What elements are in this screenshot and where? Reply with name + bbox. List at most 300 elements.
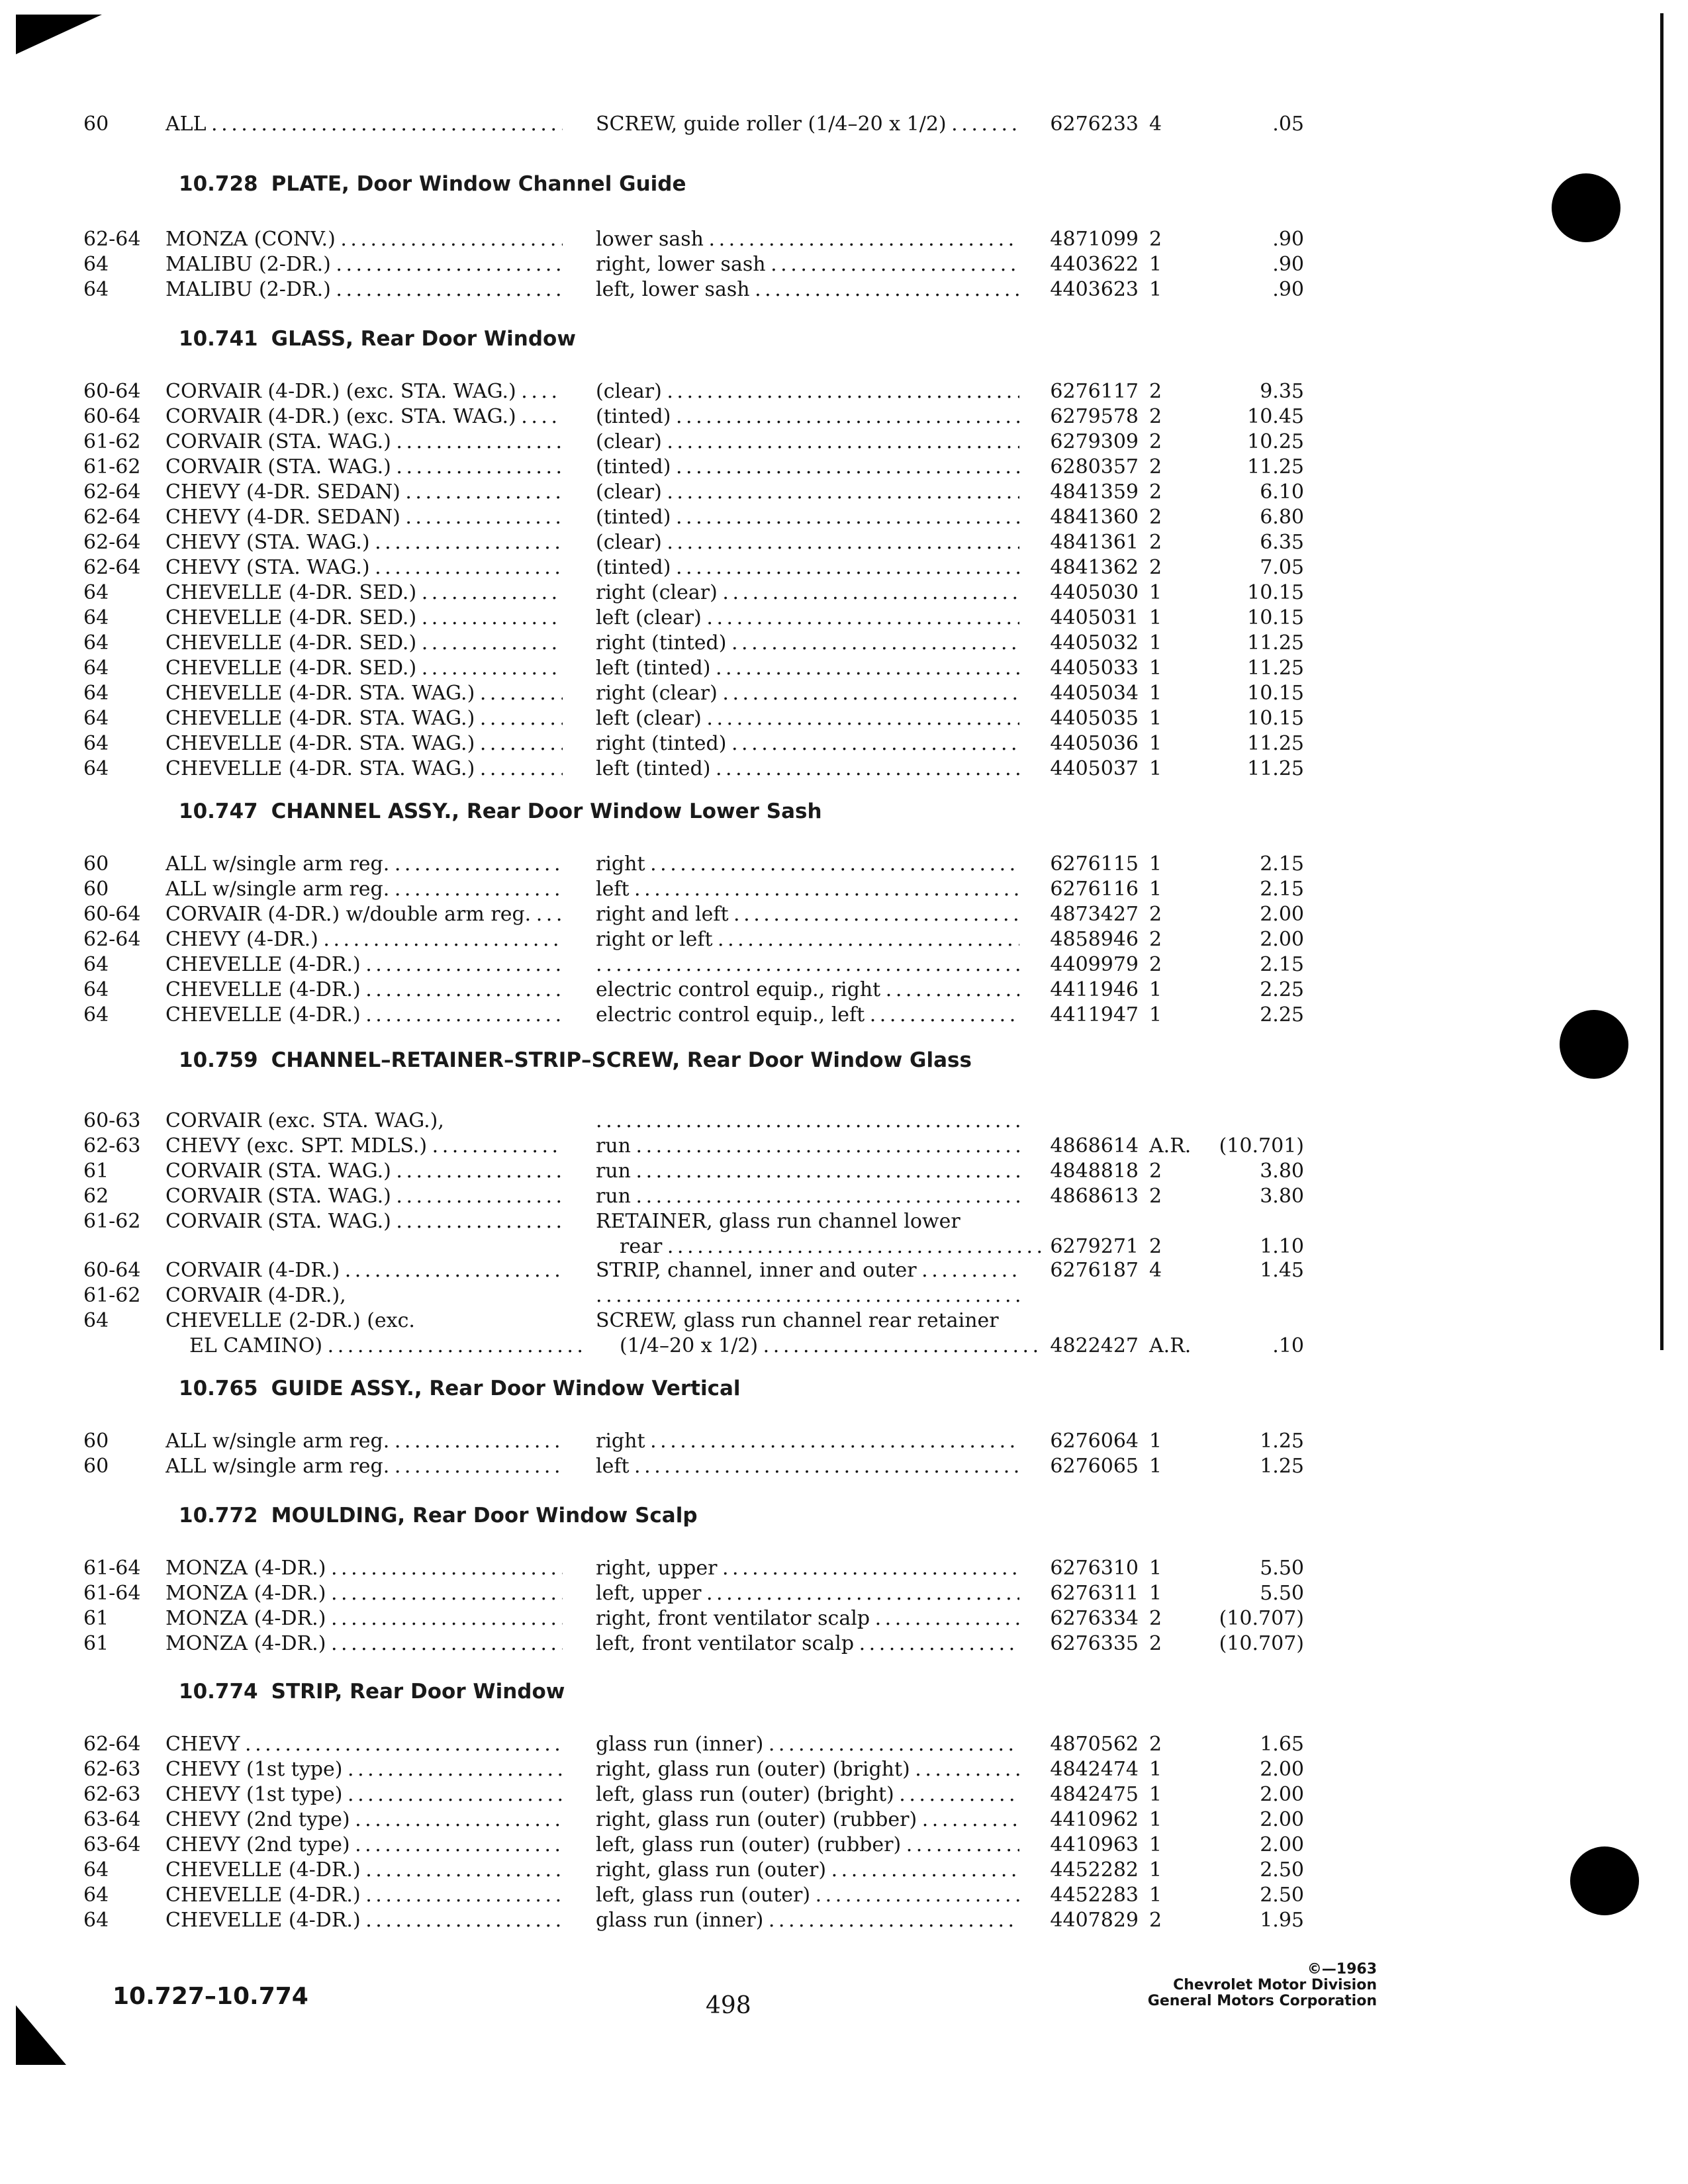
- row-price: 3.80: [1260, 1185, 1304, 1208]
- table-row: [0, 379, 1688, 405]
- row-quantity: 2: [1149, 953, 1162, 976]
- table-row: [0, 1882, 1688, 1909]
- row-years: 64: [83, 682, 109, 705]
- row-model: CHEVELLE (4-DR. SED.) . . .: [165, 580, 563, 606]
- row-years: 61-62: [83, 1284, 141, 1307]
- row-model: CHEVELLE (4-DR.) . . .: [165, 1002, 563, 1028]
- table-row: [0, 1832, 1688, 1858]
- row-years: 61: [83, 1607, 109, 1630]
- table-row: [0, 1731, 1688, 1758]
- row-description: rear . . .: [596, 1234, 1043, 1260]
- row-price: 11.25: [1247, 757, 1304, 780]
- table-row: [0, 226, 1688, 253]
- row-description: right (tinted) . . .: [596, 731, 1019, 757]
- section-title: CHANNEL–RETAINER–STRIP–SCREW, Rear Door Window Glass: [271, 1048, 972, 1072]
- row-model: CHEVELLE (2-DR.) (exc.: [165, 1309, 415, 1332]
- table-row: [0, 1555, 1688, 1582]
- row-model: CORVAIR (STA. WAG.) . . .: [165, 454, 563, 480]
- row-part-number: 4868614: [1050, 1134, 1139, 1158]
- row-years: 64: [83, 1858, 109, 1882]
- row-price: 1.45: [1260, 1259, 1304, 1282]
- table-row: [0, 952, 1688, 978]
- row-model: CHEVELLE (4-DR. STA. WAG.) . . .: [165, 756, 563, 782]
- row-price: 2.00: [1260, 1808, 1304, 1831]
- row-part-number: 6276187: [1050, 1259, 1139, 1282]
- row-years: 63-64: [83, 1808, 141, 1831]
- row-part-number: 4409979: [1050, 953, 1139, 976]
- table-row: [0, 1807, 1688, 1833]
- table-row: [0, 705, 1688, 732]
- row-years: 62-63: [83, 1758, 141, 1781]
- row-description: left . . .: [596, 1453, 1019, 1480]
- row-years: 64: [83, 631, 109, 655]
- table-row: [0, 1756, 1688, 1783]
- row-price: 2.00: [1260, 928, 1304, 951]
- row-model: CORVAIR (4-DR.) . . .: [165, 1257, 563, 1284]
- row-quantity: 1: [1149, 1582, 1162, 1605]
- row-quantity: 2: [1149, 903, 1162, 926]
- row-years: 64: [83, 757, 109, 780]
- row-quantity: 1: [1149, 253, 1162, 276]
- row-quantity: 1: [1149, 1430, 1162, 1453]
- row-part-number: 4452283: [1050, 1884, 1139, 1907]
- row-price: 2.15: [1260, 852, 1304, 876]
- row-years: 62-64: [83, 1733, 141, 1756]
- row-description: electric control equip., left . . .: [596, 1002, 1019, 1028]
- table-row: [0, 977, 1688, 1003]
- row-part-number: 6276115: [1050, 852, 1139, 876]
- row-years: 60: [83, 852, 109, 876]
- row-price: 11.25: [1247, 631, 1304, 655]
- row-model: CHEVY (4-DR. SEDAN) . . .: [165, 504, 563, 531]
- row-part-number: 6276064: [1050, 1430, 1139, 1453]
- row-description: right, lower sash . . .: [596, 251, 1019, 278]
- row-price: 6.80: [1260, 506, 1304, 529]
- row-part-number: 4405037: [1050, 757, 1139, 780]
- row-quantity: 1: [1149, 1783, 1162, 1806]
- row-part-number: 4403623: [1050, 278, 1139, 301]
- section-number: 10.774: [179, 1680, 258, 1704]
- row-quantity: 2: [1149, 480, 1162, 504]
- row-years: 62-64: [83, 480, 141, 504]
- row-quantity: 2: [1149, 1632, 1162, 1655]
- row-part-number: 4841359: [1050, 480, 1139, 504]
- row-description: (tinted) . . .: [596, 404, 1019, 430]
- table-row: [0, 680, 1688, 707]
- row-quantity: 2: [1149, 380, 1162, 403]
- row-description: (clear) . . .: [596, 529, 1019, 556]
- row-part-number: 6279309: [1050, 430, 1139, 453]
- table-row: [0, 1453, 1688, 1480]
- row-quantity: 2: [1149, 405, 1162, 428]
- row-description: right, glass run (outer) (bright) . . .: [596, 1756, 1019, 1783]
- section-header: [179, 1502, 698, 1529]
- row-model: CHEVELLE (4-DR.) . . .: [165, 977, 563, 1003]
- table-row: [0, 1428, 1688, 1455]
- table-row: [0, 1133, 1688, 1160]
- row-price: 2.00: [1260, 903, 1304, 926]
- row-part-number: 6279578: [1050, 405, 1139, 428]
- row-description: left, lower sash . . .: [596, 277, 1019, 303]
- row-years: 60: [83, 1455, 109, 1478]
- section-title: GUIDE ASSY., Rear Door Window Vertical: [271, 1377, 741, 1400]
- row-price: (10.707): [1219, 1632, 1304, 1655]
- row-description: STRIP, channel, inner and outer . . .: [596, 1257, 1019, 1284]
- row-part-number: 4868613: [1050, 1185, 1139, 1208]
- row-part-number: 6276233: [1050, 113, 1139, 136]
- section-title: MOULDING, Rear Door Window Scalp: [271, 1504, 698, 1527]
- row-part-number: 4405036: [1050, 732, 1139, 755]
- row-description: lower sash . . .: [596, 226, 1019, 253]
- row-years: 63-64: [83, 1833, 141, 1856]
- table-row: [0, 555, 1688, 581]
- row-quantity: A.R.: [1149, 1334, 1192, 1357]
- section-number: 10.759: [179, 1048, 258, 1072]
- row-quantity: 2: [1149, 1733, 1162, 1756]
- row-model: CHEVY (1st type) . . .: [165, 1756, 563, 1783]
- row-years: 62-64: [83, 228, 141, 251]
- row-model: MALIBU (2-DR.) . . .: [165, 251, 563, 278]
- row-quantity: 1: [1149, 1455, 1162, 1478]
- section-number: 10.728: [179, 172, 258, 196]
- table-row: [0, 1283, 1688, 1309]
- row-description: left, front ventilator scalp . . .: [596, 1631, 1019, 1657]
- table-row: [0, 851, 1688, 878]
- row-price: 2.15: [1260, 878, 1304, 901]
- row-years: 64: [83, 707, 109, 730]
- row-model: CORVAIR (STA. WAG.) . . .: [165, 429, 563, 455]
- table-row: [0, 580, 1688, 606]
- row-model: CHEVELLE (4-DR. STA. WAG.) . . .: [165, 731, 563, 757]
- row-model: CHEVELLE (4-DR. STA. WAG.) . . .: [165, 705, 563, 732]
- table-row: [0, 927, 1688, 953]
- row-price: 10.45: [1247, 405, 1304, 428]
- row-price: 2.50: [1260, 1858, 1304, 1882]
- row-quantity: 1: [1149, 707, 1162, 730]
- section-header: [179, 1678, 565, 1705]
- row-part-number: 4407829: [1050, 1909, 1139, 1932]
- table-row: [0, 1907, 1688, 1934]
- row-model: MONZA (4-DR.) . . .: [165, 1631, 563, 1657]
- table-row: [0, 655, 1688, 682]
- table-row: [0, 1308, 1688, 1334]
- row-price: 10.15: [1247, 606, 1304, 629]
- section-number: 10.747: [179, 799, 258, 823]
- row-model: CORVAIR (exc. STA. WAG.),: [165, 1109, 444, 1132]
- row-years: 61: [83, 1160, 109, 1183]
- row-description: (tinted) . . .: [596, 555, 1019, 581]
- table-row: [0, 1631, 1688, 1657]
- corporation-name: General Motors Corporation: [1147, 1993, 1377, 2009]
- row-description: right, glass run (outer) . . .: [596, 1857, 1019, 1884]
- table-row: [0, 251, 1688, 278]
- row-description: (1/4–20 x 1/2) . . .: [596, 1333, 1043, 1359]
- row-price: 6.10: [1260, 480, 1304, 504]
- row-description: run . . .: [596, 1133, 1019, 1160]
- row-price: 1.25: [1260, 1430, 1304, 1453]
- row-part-number: 4858946: [1050, 928, 1139, 951]
- row-part-number: 4403622: [1050, 253, 1139, 276]
- row-price: 11.25: [1247, 657, 1304, 680]
- row-model: ALL w/single arm reg. . . .: [165, 1453, 563, 1480]
- row-description: left, upper . . .: [596, 1580, 1019, 1607]
- row-model: CORVAIR (STA. WAG.) . . .: [165, 1208, 563, 1235]
- table-row: [0, 731, 1688, 757]
- row-model: ALL w/single arm reg. . . .: [165, 851, 563, 878]
- row-model: ALL w/single arm reg. . . .: [165, 1428, 563, 1455]
- table-row: [0, 901, 1688, 928]
- row-quantity: 1: [1149, 606, 1162, 629]
- row-description: left (clear) . . .: [596, 705, 1019, 732]
- row-description: (tinted) . . .: [596, 454, 1019, 480]
- table-row: [0, 1108, 1688, 1134]
- row-model: CHEVY (4-DR. SEDAN) . . .: [165, 479, 563, 506]
- row-part-number: 4841360: [1050, 506, 1139, 529]
- row-model: CHEVY (4-DR.) . . .: [165, 927, 563, 953]
- row-quantity: 1: [1149, 1884, 1162, 1907]
- section-header: [179, 171, 686, 197]
- row-part-number: 6276065: [1050, 1455, 1139, 1478]
- row-years: 60-64: [83, 380, 141, 403]
- table-row: [0, 429, 1688, 455]
- row-years: 62-64: [83, 556, 141, 579]
- table-row: [0, 1002, 1688, 1028]
- row-years: 62-64: [83, 506, 141, 529]
- row-quantity: 2: [1149, 1909, 1162, 1932]
- row-description: left (tinted) . . .: [596, 655, 1019, 682]
- row-quantity: 2: [1149, 1185, 1162, 1208]
- row-years: 64: [83, 953, 109, 976]
- table-row: [0, 277, 1688, 303]
- row-price: 9.35: [1260, 380, 1304, 403]
- row-price: 3.80: [1260, 1160, 1304, 1183]
- row-years: 64: [83, 278, 109, 301]
- section-header: [179, 326, 576, 352]
- row-description: right . . .: [596, 851, 1019, 878]
- row-description: electric control equip., right . . .: [596, 977, 1019, 1003]
- row-quantity: 2: [1149, 531, 1162, 554]
- row-price: 10.15: [1247, 682, 1304, 705]
- row-model: MONZA (4-DR.) . . .: [165, 1606, 563, 1632]
- page-range: 10.727–10.774: [113, 1983, 308, 2010]
- row-years: 64: [83, 657, 109, 680]
- row-quantity: 1: [1149, 1557, 1162, 1580]
- row-part-number: 4452282: [1050, 1858, 1139, 1882]
- row-price: 10.15: [1247, 581, 1304, 604]
- row-quantity: 1: [1149, 732, 1162, 755]
- row-quantity: 2: [1149, 556, 1162, 579]
- row-years: 62-64: [83, 928, 141, 951]
- row-quantity: 1: [1149, 1758, 1162, 1781]
- row-years: 62: [83, 1185, 109, 1208]
- row-description: glass run (inner) . . .: [596, 1907, 1019, 1934]
- table-row: [0, 404, 1688, 430]
- table-row: [0, 756, 1688, 782]
- row-quantity: A.R.: [1149, 1134, 1192, 1158]
- row-part-number: 6276116: [1050, 878, 1139, 901]
- row-description: (clear) . . .: [596, 379, 1019, 405]
- row-price: 1.95: [1260, 1909, 1304, 1932]
- row-model: MALIBU (2-DR.) . . .: [165, 277, 563, 303]
- row-years: 64: [83, 581, 109, 604]
- row-description: RETAINER, glass run channel lower: [596, 1210, 961, 1233]
- row-quantity: 1: [1149, 978, 1162, 1001]
- row-description: right and left . . .: [596, 901, 1019, 928]
- row-description: run . . .: [596, 1158, 1019, 1185]
- row-years: 64: [83, 253, 109, 276]
- row-model: CORVAIR (STA. WAG.) . . .: [165, 1158, 563, 1185]
- row-years: 64: [83, 1003, 109, 1026]
- row-years: 61-62: [83, 430, 141, 453]
- row-model: CORVAIR (STA. WAG.) . . .: [165, 1183, 563, 1210]
- row-model: MONZA (4-DR.) . . .: [165, 1555, 563, 1582]
- row-part-number: 4411947: [1050, 1003, 1139, 1026]
- row-part-number: 4841362: [1050, 556, 1139, 579]
- row-model: CHEVY (STA. WAG.) . . .: [165, 555, 563, 581]
- table-row: [0, 630, 1688, 657]
- table-row: [0, 1234, 1688, 1260]
- row-price: 10.15: [1247, 707, 1304, 730]
- row-quantity: 1: [1149, 1858, 1162, 1882]
- row-years: 64: [83, 978, 109, 1001]
- row-years: 61-62: [83, 455, 141, 478]
- section-title: STRIP, Rear Door Window: [271, 1680, 565, 1704]
- row-description: right or left . . .: [596, 927, 1019, 953]
- row-model: MONZA (CONV.) . . .: [165, 226, 563, 253]
- row-quantity: 4: [1149, 1259, 1162, 1282]
- table-row: [0, 1606, 1688, 1632]
- row-quantity: 1: [1149, 1003, 1162, 1026]
- table-row: [0, 1257, 1688, 1284]
- row-model: CORVAIR (4-DR.),: [165, 1284, 346, 1307]
- row-description: left, glass run (outer) (bright) . . .: [596, 1782, 1019, 1808]
- row-part-number: 4873427: [1050, 903, 1139, 926]
- row-description: right, upper . . .: [596, 1555, 1019, 1582]
- row-price: 2.00: [1260, 1783, 1304, 1806]
- row-price: 1.65: [1260, 1733, 1304, 1756]
- row-part-number: 4405034: [1050, 682, 1139, 705]
- row-part-number: 4405033: [1050, 657, 1139, 680]
- row-part-number: 4405035: [1050, 707, 1139, 730]
- row-years: 61-64: [83, 1582, 141, 1605]
- row-part-number: 6276310: [1050, 1557, 1139, 1580]
- row-years: 64: [83, 1909, 109, 1932]
- row-price: 11.25: [1247, 455, 1304, 478]
- row-part-number: 4848818: [1050, 1160, 1139, 1183]
- row-part-number: 4405032: [1050, 631, 1139, 655]
- row-model: CHEVELLE (4-DR. SED.) . . .: [165, 630, 563, 657]
- row-price: 10.25: [1247, 430, 1304, 453]
- row-part-number: 6276335: [1050, 1632, 1139, 1655]
- row-model: CORVAIR (4-DR.) (exc. STA. WAG.) . . .: [165, 404, 563, 430]
- row-model: CHEVY (2nd type) . . .: [165, 1807, 563, 1833]
- row-quantity: 1: [1149, 1808, 1162, 1831]
- row-model: CHEVELLE (4-DR.) . . .: [165, 1882, 563, 1909]
- row-years: 62-63: [83, 1783, 141, 1806]
- section-title: PLATE, Door Window Channel Guide: [271, 172, 686, 196]
- row-price: 5.50: [1260, 1557, 1304, 1580]
- row-description: (clear) . . .: [596, 479, 1019, 506]
- row-years: 60: [83, 1430, 109, 1453]
- row-description: SCREW, glass run channel rear retainer: [596, 1309, 999, 1332]
- row-quantity: 1: [1149, 1833, 1162, 1856]
- row-years: 64: [83, 1884, 109, 1907]
- row-price: 2.50: [1260, 1884, 1304, 1907]
- row-quantity: 2: [1149, 455, 1162, 478]
- row-quantity: 1: [1149, 657, 1162, 680]
- row-price: .90: [1272, 253, 1304, 276]
- section-number: 10.741: [179, 327, 258, 351]
- row-model: CHEVY (exc. SPT. MDLS.) . . .: [165, 1133, 563, 1160]
- row-quantity: 2: [1149, 1235, 1162, 1258]
- table-row: [0, 111, 1688, 138]
- row-model: CHEVY (1st type) . . .: [165, 1782, 563, 1808]
- row-price: .10: [1272, 1334, 1304, 1357]
- section-title: GLASS, Rear Door Window: [271, 327, 576, 351]
- row-years: 60-64: [83, 903, 141, 926]
- row-description: [596, 1283, 1019, 1309]
- row-part-number: 6276311: [1050, 1582, 1139, 1605]
- row-part-number: 4841361: [1050, 531, 1139, 554]
- row-years: 64: [83, 1309, 109, 1332]
- row-description: left (tinted) . . .: [596, 756, 1019, 782]
- copyright-year: ©—1963: [1307, 1961, 1377, 1978]
- row-quantity: 1: [1149, 581, 1162, 604]
- row-part-number: 4871099: [1050, 228, 1139, 251]
- row-part-number: 4405031: [1050, 606, 1139, 629]
- row-model: CHEVELLE (4-DR.) . . .: [165, 1907, 563, 1934]
- row-model: ALL . . .: [165, 111, 563, 138]
- section-header: [179, 798, 822, 825]
- row-years: 61-64: [83, 1557, 141, 1580]
- row-price: .90: [1272, 278, 1304, 301]
- row-part-number: 6276334: [1050, 1607, 1139, 1630]
- row-part-number: 6280357: [1050, 455, 1139, 478]
- row-quantity: 2: [1149, 228, 1162, 251]
- row-model: CORVAIR (4-DR.) w/double arm reg. . . .: [165, 901, 563, 928]
- row-description: run . . .: [596, 1183, 1019, 1210]
- section-header: [179, 1375, 741, 1402]
- row-part-number: 4842474: [1050, 1758, 1139, 1781]
- row-quantity: 2: [1149, 430, 1162, 453]
- row-description: left, glass run (outer) . . .: [596, 1882, 1019, 1909]
- row-years: 64: [83, 606, 109, 629]
- row-years: 61-62: [83, 1210, 141, 1233]
- row-part-number: 4870562: [1050, 1733, 1139, 1756]
- table-row: [0, 1782, 1688, 1808]
- row-model: CHEVELLE (4-DR.) . . .: [165, 1857, 563, 1884]
- table-row: [0, 605, 1688, 631]
- row-model: CHEVY (2nd type) . . .: [165, 1832, 563, 1858]
- row-description: left, glass run (outer) (rubber) . . .: [596, 1832, 1019, 1858]
- row-description: (clear) . . .: [596, 429, 1019, 455]
- row-quantity: 1: [1149, 278, 1162, 301]
- row-price: (10.701): [1219, 1134, 1304, 1158]
- copyright-block: [1125, 1962, 1377, 2009]
- row-description: [596, 952, 1019, 978]
- row-model: CHEVY . . .: [165, 1731, 563, 1758]
- table-row: [0, 1333, 1688, 1359]
- row-price: .05: [1272, 113, 1304, 136]
- row-years: 60-64: [83, 405, 141, 428]
- row-quantity: 2: [1149, 1160, 1162, 1183]
- row-description: glass run (inner) . . .: [596, 1731, 1019, 1758]
- row-description: left (clear) . . .: [596, 605, 1019, 631]
- row-part-number: 4411946: [1050, 978, 1139, 1001]
- row-years: 64: [83, 732, 109, 755]
- row-model: CHEVY (STA. WAG.) . . .: [165, 529, 563, 556]
- table-row: [0, 876, 1688, 903]
